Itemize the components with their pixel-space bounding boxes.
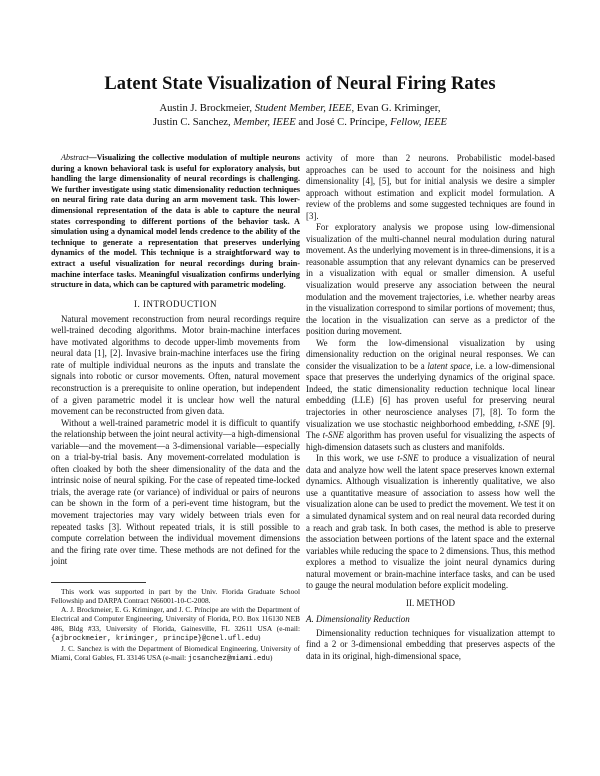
- author-line-1: [0, 102, 600, 116]
- paragraph: Natural movement reconstruction from neural recordings require well-trained decoding algorithms. Motor brain-machine interfaces have motivated algorithms to decode upper-limb movements from neural data [1], [2]. Invasive brain-machine interfaces use the firing rate of multiple individual neurons as the inputs and translate the signals into robotic or cursor movements. Often, natural movement reconstruction is a prerequisite to online operation, but independent of a given parametric model it is unclear how well the natural movement can be reconstructed from given data.: [51, 313, 300, 417]
- footnote-funding: This work was supported in part by the Univ. Florida Graduate School Fellowship and DARPA Contract N66001-10-C-2008.: [51, 586, 300, 605]
- paragraph: Without a well-trained parametric model it is difficult to quantify the relationship between the joint neural activity—a high-dimensional variable—and the movement—a 3-dimensional variable—especially on a trial-by-trial basis. Any movement-correlated modulation is often cloaked by both the sheer dimensionality of the data and the intrinsic noise of neural spiking. For the case of repeated time-locked trials, the average rate (or variance) of individual or pairs of neurons can be shown in the form of a peri-event time histogram, but the movement trajectories may vary widely between trials even for repeated tasks [3]. Without repeated trials, it is still possible to compute correlation between the individual movement dimensions and the firing rate over time. These methods are not defined for the joint: [51, 417, 300, 567]
- author-role: Member, IEEE: [233, 117, 296, 129]
- section-heading-method: II. METHOD: [406, 597, 455, 608]
- paragraph: [306, 453, 555, 592]
- subsection-heading-dimensionality-reduction: A. Dimensionality Reduction: [306, 613, 410, 624]
- term-tsne: t-SNE: [397, 453, 419, 464]
- author-line-2: [0, 116, 600, 130]
- text-span: algorithm has proven useful for visualizing the aspects of high-dimension datasets such as clusters and manifolds.: [306, 430, 555, 452]
- paragraph: [306, 338, 555, 453]
- text-span: to produce a visualization of neural data and analyze how well the latent space preserves known external dynamics. Although visualization is inherently qualitative, we also use a quantitative measure of association to assess how well the visualization alone can be used to predict the movement. We test it on a simulated dynamical system and on real neural data recorded during a reach and grab task. In both cases, the method is able to preserve the association between portions of the latent space and the external variables while reducing the space to 2 dimensions. Thus, this method explores a method to visualize the joint neural dynamics during natural movement or brain-machine interface tasks, and can be used to gauge the neural modulation before explicit modeling.: [306, 453, 556, 591]
- paragraph: For exploratory analysis we propose using low-dimensional visualization of the multi-channel neural modulation during natural movement. As the underlying movement is in three-dimensions, it is a reasonable assumption that any relevant dynamics can be preserved in a visualization with equal or smaller dimension. A useful visualization would preserve any association between the neural modulation and the movement trajectories, i.e. whether nearby areas in the visualization correspond to similar portions of movement; thus, the location in the visualization can serve as a predictor of the position during movement.: [306, 222, 555, 337]
- text-span: , i.e. a low-dimensional space that preserves the underlying dynamics of the original space. Indeed, the static dimensionality reduction technique local linear embedding (LLE) [6] has proven useful for preserving neural trajectories in other neuroscience analyses [7], [8]. To form the visualization we use stochastic neighborhood embedding,: [306, 360, 555, 429]
- section-heading-introduction: I. INTRODUCTION: [134, 298, 217, 309]
- right-column: [306, 153, 555, 662]
- footnote-text: J. C. Sanchez is with the Department of Biomedical Engineering, University of Miami, Coral Gables, FL 33146 USA (e-mail:: [51, 643, 300, 663]
- author-role: Fellow, IEEE: [390, 117, 448, 129]
- email-link-cnel[interactable]: {ajbrockmeier, kriminger, principe}@cnel.ufl.edu: [51, 634, 259, 643]
- term-tsne: t-SNE: [322, 430, 344, 441]
- text-span: [9]. The: [306, 418, 555, 441]
- author-brockmeier: Austin J. Brockmeier,: [159, 103, 253, 114]
- text-span: In this work, we use: [316, 453, 398, 464]
- footnote-text: A. J. Brockmeier, E. G. Kriminger, and J. C. Príncipe are with the Department of Electrical and Computer Engineering, University of Florida, P.O. Box 116130 NEB 486, Bldg #33, University of Florida, Gainesville, FL 32611 USA (e-mail:: [51, 605, 300, 633]
- author-principe: and José C. Príncipe,: [295, 117, 388, 129]
- abstract-text: —Visualizing the collective modulation of multiple neurons during a known behavioral task is useful for exploratory analysis, but handling the large dimensionality of neural recordings is challenging. We further investigate using static dimensionality reduction techniques on neural firing rate data during an arm movement task. This lower-dimensional representation of the data is able to capture the neural states corresponding to different portions of the behavior task. A simulation using a dynamical model lends credence to the ability of the technique to generate a representation that preserves underlying dynamics of the model. This technique is a straightforward way to extract a useful visualization for neural recordings during brain-machine interface tasks. Meaningful visualization confirms underlying structure in data, which can be captured with parametric modeling.: [51, 153, 300, 290]
- text-span: We form the low-dimensional visualization by using dimensionality reduction on the original neural responses. We can consider the visualization to be a: [306, 337, 555, 371]
- abstract-label: Abstract: [61, 153, 89, 162]
- footnote-affiliation-miami: [51, 644, 300, 664]
- paragraph: activity of more than 2 neurons. Probabilistic model-based approaches can be used to account for the noisiness and high dimensionality [4], [5], but for initial analysis we desire a simpler approach without estimation and explicit model formulation. A review of the problems and some suggested techniques are found in [3].: [306, 153, 555, 221]
- footnote-affiliation-ufl: [51, 605, 300, 644]
- author-block: [0, 102, 600, 130]
- footnote-text: ): [258, 632, 261, 642]
- paragraph: Dimensionality reduction techniques for visualization attempt to find a 2 or 3-dimensional embedding that preserves aspects of the data in its original, high-dimensional space,: [306, 627, 555, 661]
- email-link-miami[interactable]: jcsanchez@miami.edu: [188, 655, 270, 664]
- footnote-text: ): [269, 653, 273, 663]
- abstract: [51, 153, 300, 291]
- footnote-rule: [51, 582, 146, 583]
- author-sanchez: Justin C. Sanchez,: [152, 117, 231, 129]
- left-column: [51, 153, 300, 664]
- author-kriminger: , Evan G. Kriminger,: [351, 103, 441, 114]
- term-latent-space: latent space: [427, 360, 471, 371]
- author-role: Student Member, IEEE: [254, 103, 352, 114]
- term-tsne: t-SNE: [518, 418, 540, 429]
- paper-title: Latent State Visualization of Neural Firing Rates: [104, 74, 496, 94]
